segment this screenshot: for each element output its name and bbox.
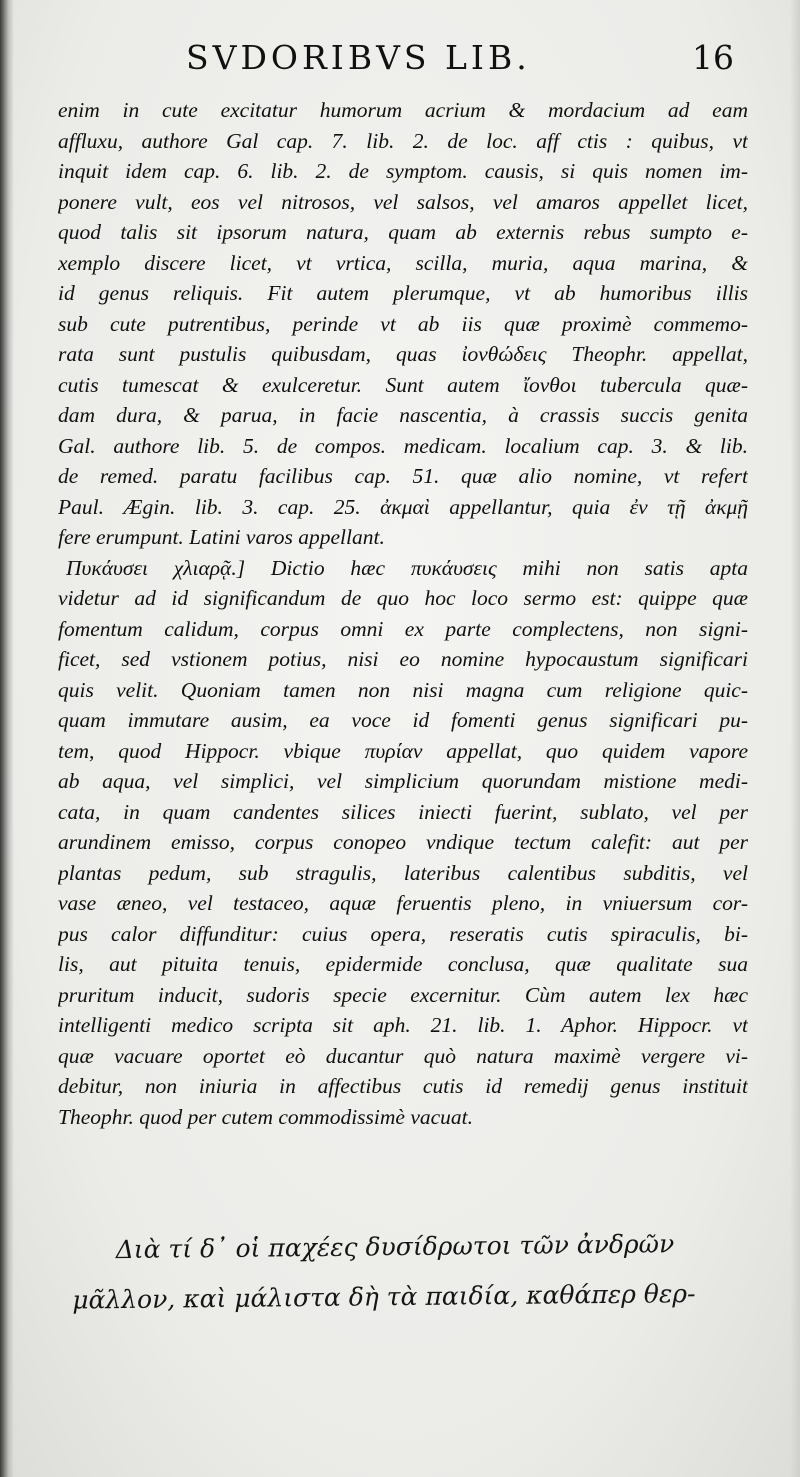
text-line: quis velit. Quoniam tamen non nisi magna cum religione quic- [58,677,748,702]
text-line: enim in cute excitatur humorum acrium & mordacium ad eam [58,98,748,122]
text-line: ponere vult, eos vel nitrosos, vel salsos, vel amaros appellet licet, [58,189,748,214]
text-line: ab aqua, vel simplici, vel simplicium quorundam mistione medi- [58,769,748,793]
text-line: quod talis sit ipsorum natura, quam ab externis rebus sumpto e- [58,220,748,244]
text-line: quam immutare ausim, ea voce id fomenti genus significari pu- [58,708,748,732]
text-line: Πυκάυσει χλιαρᾷ.] Dictio hæc πυκάυσεις mihi non satis apta [66,555,748,580]
handwritten-note [71,1218,752,1325]
text-line: cutis tumescat & exulceretur. Sunt autem ἴονθοι tubercula quæ- [58,372,748,397]
text-line: debitur, non iniuria in affectibus cutis id remedij genus instituit [58,1074,748,1098]
page-number: 16 [692,38,734,77]
text-line: affluxu, authore Gal cap. 7. lib. 2. de loc. aff ctis : quibus, vt [58,128,748,153]
text-line: pruritum inducit, sudoris specie excernitur. Cùm autem lex hæc [58,982,748,1007]
page-edge [790,0,800,1477]
text-line: vase æneo, vel testaceo, aquæ feruentis pleno, in vniuersum cor- [58,891,748,915]
text-line: fomentum calidum, corpus omni ex parte complectens, non signi- [58,616,748,641]
text-line: sub cute putrentibus, perinde vt ab iis quæ proximè commemo- [58,311,748,336]
page-header [186,34,746,84]
text-line: quæ vacuare oportet eò ducantur quò natura maximè vergere vi- [58,1043,748,1068]
main-text-block [58,95,748,1132]
text-line: de remed. paratu facilibus cap. 51. quæ alio nomine, vt refert [58,464,748,488]
text-line: Theophr. quod per cutem commodissimè vacuat. [58,1104,474,1129]
text-line: fere erumpunt. Latini varos appellant. [58,525,385,549]
handwritten-line: Διὰ τί δ᾽ οἱ παχέες δυσίδρωτοι τῶν ἀνδρῶν [115,1229,675,1265]
text-line: pus calor diffunditur: cuius opera, reseratis cutis spiraculis, bi- [58,921,748,946]
text-line: plantas pedum, sub stragulis, lateribus calentibus subditis, vel [58,860,748,885]
paragraph-2 [58,553,748,1133]
text-line: intelligenti medico scripta sit aph. 21. lib. 1. Aphor. Hippocr. vt [58,1013,748,1037]
text-line: Gal. authore lib. 5. de compos. medicam. localium cap. 3. & lib. [58,433,748,458]
text-line: id genus reliquis. Fit autem plerumque, vt ab humoribus illis [58,281,748,305]
text-line: ficet, sed vstionem potius, nisi eo nomine hypocaustum significari [58,647,748,671]
text-line: dam dura, & parua, in facie nascentia, à crassis succis genita [58,403,748,427]
text-line: lis, aut pituita tenuis, epidermide conclusa, quæ qualitate sua [58,952,748,976]
text-line: videtur ad id significandum de quo hoc loco sermo est: quippe quæ [58,586,748,610]
handwritten-line: μᾶλλον, καὶ μάλιστα δὴ τὰ παιδία, καθάπερ θερ- [72,1279,696,1315]
running-head: SVDORIBVS LIB. [186,38,531,77]
text-line: cata, in quam candentes silices iniecti fuerint, sublato, vel per [58,799,748,824]
text-line: arundinem emisso, corpus conopeo vndique tectum calefit: aut per [58,830,748,854]
text-line: Paul. Ægin. lib. 3. cap. 25. ἀκμαὶ appellantur, quia ἐν τῇ ἀκμῇ [58,494,748,519]
paragraph-1 [58,95,748,553]
binding-shadow [0,0,14,1477]
text-line: inquit idem cap. 6. lib. 2. de symptom. causis, si quis nomen im- [58,159,748,183]
text-line: rata sunt pustulis quibusdam, quas ἰονθώδεις Theophr. appellat, [58,342,748,366]
text-line: tem, quod Hippocr. vbique πυρίαν appellat, quo quidem vapore [58,738,748,763]
text-line: xemplo discere licet, vt vrtica, scilla, muria, aqua marina, & [58,250,748,275]
